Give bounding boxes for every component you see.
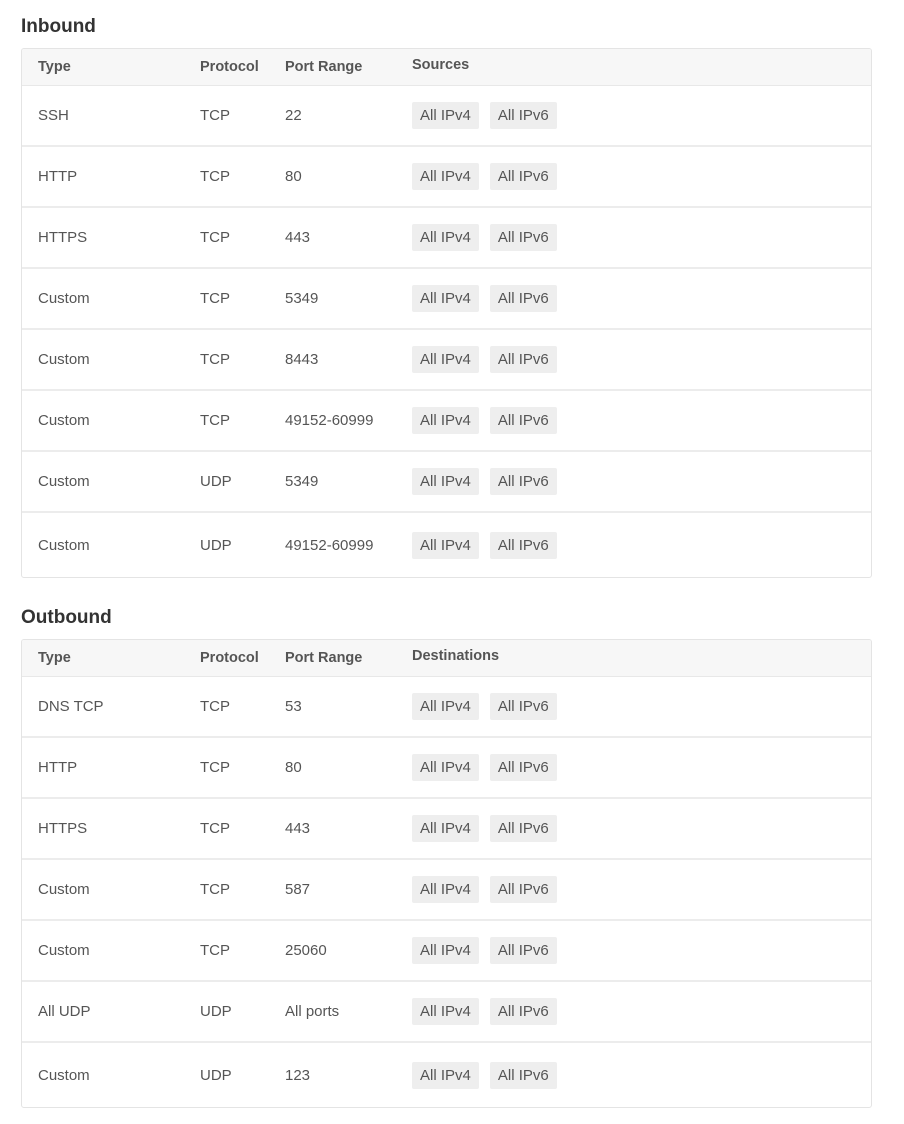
address-tag: All IPv4 — [412, 998, 479, 1025]
inbound-rules-table — [21, 48, 872, 578]
inbound-section — [21, 14, 872, 578]
column-header-type: Type — [38, 59, 71, 75]
outbound-rules-table — [21, 639, 872, 1108]
rule-port-range-cell: 25060 — [285, 942, 327, 959]
inbound-table-header — [22, 49, 871, 86]
rule-destinations-cell — [412, 998, 871, 1025]
rule-sources-cell — [412, 285, 871, 312]
address-tag: All IPv6 — [490, 876, 557, 903]
rule-type-cell: Custom — [38, 473, 90, 490]
address-tag: All IPv4 — [412, 876, 479, 903]
rule-type-cell: HTTPS — [38, 229, 88, 246]
address-tag: All IPv4 — [412, 937, 479, 964]
rule-port-range-cell: 49152-60999 — [285, 536, 374, 554]
rule-type-cell: Custom — [38, 412, 90, 429]
rule-type-cell: Custom — [38, 1066, 90, 1084]
rule-sources-cell — [412, 468, 871, 495]
table-row — [22, 86, 871, 147]
rule-destinations-cell — [412, 693, 871, 720]
rule-destinations-cell — [412, 815, 871, 842]
rule-protocol-cell: TCP — [200, 351, 230, 368]
column-header-sources: Sources — [412, 57, 470, 73]
rule-protocol-cell: TCP — [200, 942, 230, 959]
rule-port-range-cell: 80 — [285, 168, 302, 185]
rule-destinations-cell — [412, 754, 871, 781]
rule-port-range-cell: 443 — [285, 229, 311, 246]
rule-protocol-cell: TCP — [200, 759, 230, 776]
rule-sources-cell — [412, 224, 871, 251]
address-tag: All IPv6 — [490, 407, 557, 434]
address-tag: All IPv6 — [490, 754, 557, 781]
address-tag: All IPv6 — [490, 468, 557, 495]
rule-protocol-cell: UDP — [200, 1066, 232, 1084]
address-tag: All IPv6 — [490, 224, 557, 251]
rule-protocol-cell: UDP — [200, 1003, 232, 1020]
rule-port-range-cell: 49152-60999 — [285, 412, 374, 429]
address-tag: All IPv4 — [412, 815, 479, 842]
rule-port-range-cell: 443 — [285, 820, 311, 837]
rule-port-range-cell: All ports — [285, 1003, 340, 1020]
column-header-protocol: Protocol — [200, 59, 259, 75]
address-tag: All IPv6 — [490, 102, 557, 129]
rule-sources-cell — [412, 346, 871, 373]
address-tag: All IPv4 — [412, 163, 479, 190]
rule-protocol-cell: TCP — [200, 412, 230, 429]
rule-type-cell: Custom — [38, 881, 90, 898]
outbound-title: Outbound — [21, 607, 112, 628]
rule-port-range-cell: 123 — [285, 1066, 311, 1084]
rule-destinations-cell — [412, 1062, 871, 1089]
rule-protocol-cell: UDP — [200, 536, 232, 554]
rule-sources-cell — [412, 102, 871, 129]
rule-port-range-cell: 5349 — [285, 290, 319, 307]
rule-port-range-cell: 22 — [285, 107, 302, 124]
address-tag: All IPv6 — [490, 285, 557, 312]
table-row — [22, 147, 871, 208]
rule-port-range-cell: 53 — [285, 698, 302, 715]
table-row — [22, 677, 871, 738]
table-row — [22, 269, 871, 330]
rule-type-cell: HTTP — [38, 168, 78, 185]
address-tag: All IPv4 — [412, 224, 479, 251]
rule-protocol-cell: TCP — [200, 881, 230, 898]
rule-port-range-cell: 587 — [285, 881, 311, 898]
rule-sources-cell — [412, 532, 871, 559]
rule-protocol-cell: TCP — [200, 290, 230, 307]
rule-protocol-cell: TCP — [200, 107, 230, 124]
rule-sources-cell — [412, 163, 871, 190]
column-header-type: Type — [38, 650, 71, 666]
table-row — [22, 330, 871, 391]
table-row — [22, 799, 871, 860]
rule-destinations-cell — [412, 937, 871, 964]
table-row — [22, 513, 871, 577]
rule-type-cell: Custom — [38, 942, 90, 959]
outbound-table-body — [22, 677, 871, 1107]
table-row — [22, 860, 871, 921]
table-row — [22, 738, 871, 799]
address-tag: All IPv4 — [412, 407, 479, 434]
rule-sources-cell — [412, 407, 871, 434]
address-tag: All IPv6 — [490, 937, 557, 964]
address-tag: All IPv4 — [412, 468, 479, 495]
rule-port-range-cell: 5349 — [285, 473, 319, 490]
rule-type-cell: DNS TCP — [38, 698, 104, 715]
address-tag: All IPv4 — [412, 285, 479, 312]
inbound-title: Inbound — [21, 16, 96, 37]
address-tag: All IPv6 — [490, 163, 557, 190]
column-header-port-range: Port Range — [285, 59, 363, 75]
rule-type-cell: HTTPS — [38, 820, 88, 837]
rule-type-cell: Custom — [38, 351, 90, 368]
table-row — [22, 391, 871, 452]
rule-protocol-cell: TCP — [200, 820, 230, 837]
address-tag: All IPv6 — [490, 1062, 557, 1089]
table-row — [22, 452, 871, 513]
address-tag: All IPv6 — [490, 346, 557, 373]
rule-destinations-cell — [412, 876, 871, 903]
table-row — [22, 982, 871, 1043]
column-header-port-range: Port Range — [285, 650, 363, 666]
rule-port-range-cell: 8443 — [285, 351, 319, 368]
rule-type-cell: SSH — [38, 107, 69, 124]
address-tag: All IPv6 — [490, 998, 557, 1025]
table-row — [22, 921, 871, 982]
address-tag: All IPv4 — [412, 754, 479, 781]
table-row — [22, 208, 871, 269]
rule-protocol-cell: TCP — [200, 229, 230, 246]
column-header-protocol: Protocol — [200, 650, 259, 666]
rule-type-cell: All UDP — [38, 1003, 91, 1020]
rule-type-cell: Custom — [38, 290, 90, 307]
rule-protocol-cell: TCP — [200, 698, 230, 715]
address-tag: All IPv6 — [490, 532, 557, 559]
outbound-table-header — [22, 640, 871, 677]
rule-protocol-cell: UDP — [200, 473, 232, 490]
address-tag: All IPv4 — [412, 102, 479, 129]
address-tag: All IPv4 — [412, 1062, 479, 1089]
rule-protocol-cell: TCP — [200, 168, 230, 185]
address-tag: All IPv6 — [490, 815, 557, 842]
address-tag: All IPv4 — [412, 693, 479, 720]
address-tag: All IPv4 — [412, 532, 479, 559]
address-tag: All IPv6 — [490, 693, 557, 720]
address-tag: All IPv4 — [412, 346, 479, 373]
outbound-section — [21, 605, 872, 1108]
rule-port-range-cell: 80 — [285, 759, 302, 776]
rule-type-cell: Custom — [38, 536, 90, 554]
table-row — [22, 1043, 871, 1107]
inbound-table-body — [22, 86, 871, 577]
rule-type-cell: HTTP — [38, 759, 78, 776]
column-header-destinations: Destinations — [412, 648, 500, 664]
